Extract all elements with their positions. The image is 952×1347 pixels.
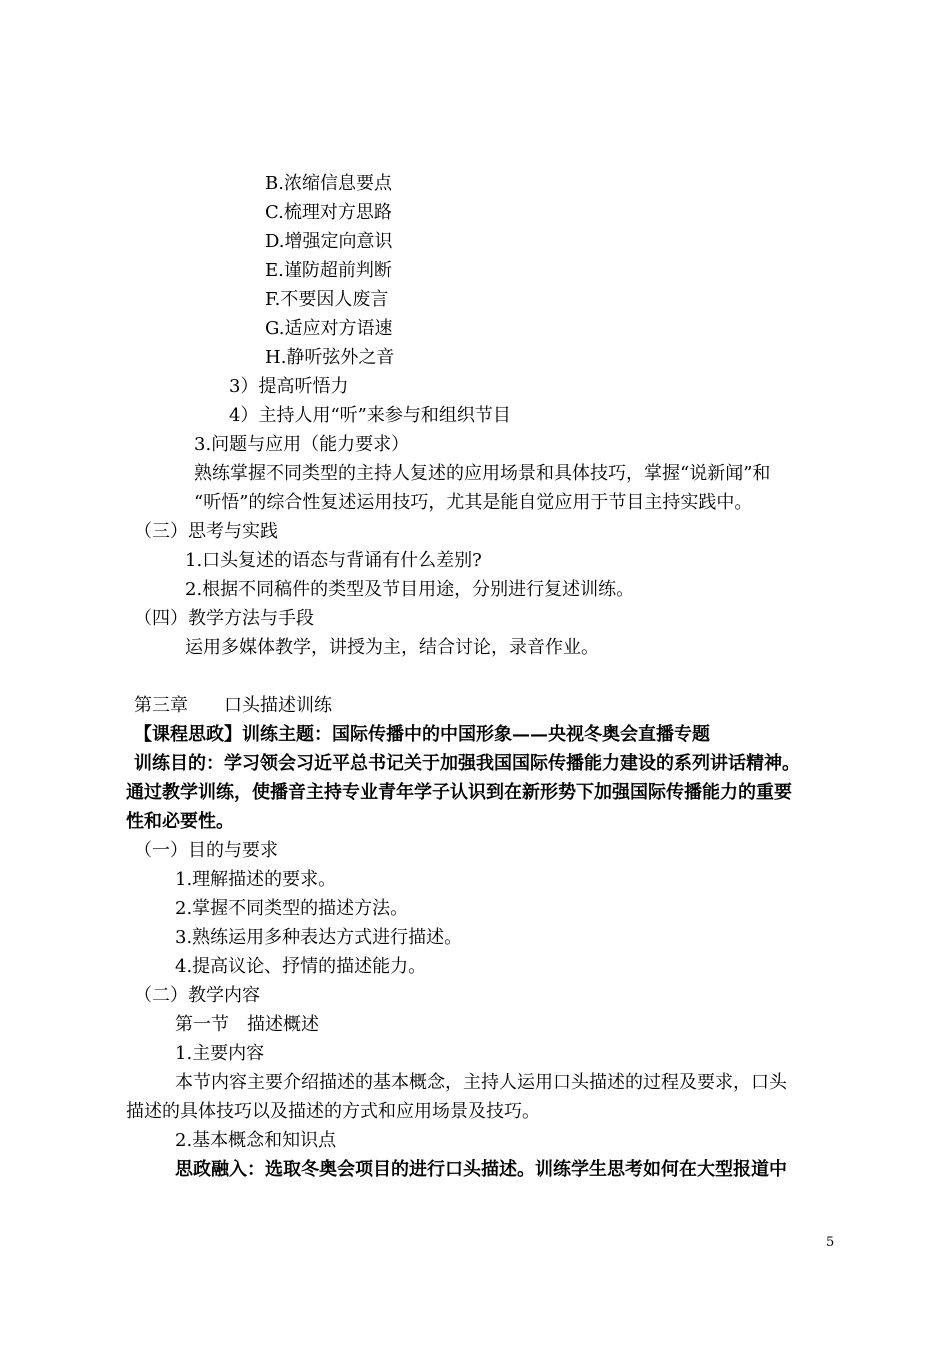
- list-item: 2.基本概念和知识点: [175, 1130, 337, 1151]
- paragraph-line-bold: 通过教学训练，使播音主持专业青年学子认识到在新形势下加强国际传播能力的重要: [126, 782, 792, 803]
- paragraph-line: “听悟”的综合性复述运用技巧，尤其是能自觉应用于节目主持实践中。: [194, 492, 753, 513]
- chapter-title: 第三章 口头描述训练: [134, 695, 332, 716]
- list-item: 1.口头复述的语态与背诵有什么差别?: [185, 550, 482, 571]
- list-item-f: F.不要因人废言: [265, 289, 389, 310]
- sub-item-3: 3）提高听悟力: [229, 376, 349, 397]
- list-item-c: C.梳理对方思路: [265, 202, 392, 223]
- paragraph-line: 本节内容主要介绍描述的基本概念，主持人运用口头描述的过程及要求，口头: [175, 1072, 787, 1093]
- section-heading: 3.问题与应用（能力要求）: [194, 434, 410, 455]
- page-number: 5: [826, 1235, 835, 1250]
- paragraph-line: 运用多媒体教学，讲授为主，结合讨论，录音作业。: [185, 637, 599, 658]
- list-item-d: D.增强定向意识: [265, 231, 393, 252]
- list-item: 2.根据不同稿件的类型及节目用途，分别进行复述训练。: [185, 579, 635, 600]
- section-heading: （一）目的与要求: [134, 840, 278, 861]
- ideology-theme: 【课程思政】训练主题：国际传播中的中国形象——央视冬奥会直播专题: [134, 724, 710, 745]
- paragraph-line-bold: 训练目的：学习领会习近平总书记关于加强我国国际传播能力建设的系列讲话精神。: [134, 753, 800, 774]
- list-item: 2.掌握不同类型的描述方法。: [175, 898, 409, 919]
- list-item-g: G.适应对方语速: [265, 318, 393, 339]
- list-item: 1.理解描述的要求。: [175, 869, 337, 890]
- list-item: 4.提高议论、抒情的描述能力。: [175, 956, 427, 977]
- subsection-title: 第一节 描述概述: [175, 1014, 319, 1035]
- section-heading: （四）教学方法与手段: [134, 608, 314, 629]
- list-item-b: B.浓缩信息要点: [265, 173, 392, 194]
- sub-item-4: 4）主持人用“听”来参与和组织节目: [229, 405, 511, 426]
- list-item-h: H.静听弦外之音: [265, 347, 395, 368]
- list-item: 1.主要内容: [175, 1043, 265, 1064]
- section-heading: （三）思考与实践: [134, 521, 278, 542]
- list-item-e: E.谨防超前判断: [265, 260, 392, 281]
- paragraph-line-bold: 性和必要性。: [126, 811, 234, 832]
- paragraph-line-bold: 思政融入：选取冬奥会项目的进行口头描述。训练学生思考如何在大型报道中: [175, 1159, 787, 1180]
- list-item: 3.熟练运用多种表达方式进行描述。: [175, 927, 463, 948]
- paragraph-line: 熟练掌握不同类型的主持人复述的应用场景和具体技巧，掌握“说新闻”和: [194, 463, 771, 484]
- paragraph-line: 描述的具体技巧以及描述的方式和应用场景及技巧。: [126, 1101, 540, 1122]
- section-heading: （二）教学内容: [134, 985, 260, 1006]
